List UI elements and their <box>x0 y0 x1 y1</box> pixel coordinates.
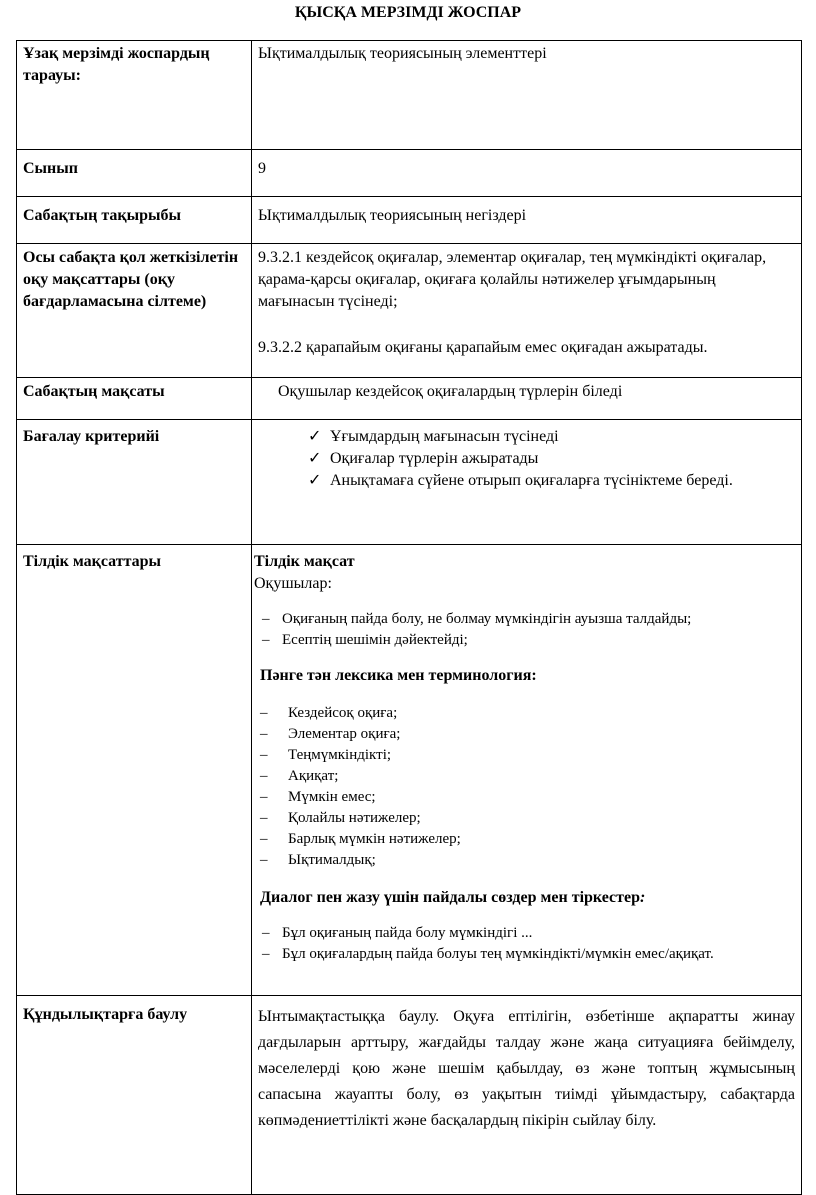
learning-objective: 9.3.2.2 қарапайым оқиғаны қарапайым емес оқиғадан ажыратады. <box>258 339 708 356</box>
row-label: Сынып <box>17 150 252 197</box>
list-item <box>262 630 795 651</box>
list-item-text: Мүмкін емес; <box>288 789 376 805</box>
table-row <box>17 41 802 150</box>
dash-icon: – <box>262 611 270 627</box>
dash-icon: – <box>260 831 268 847</box>
list-item <box>260 724 795 745</box>
row-value: Оқушылар кездейсоқ оқиғалардың түрлерін біледі <box>252 378 802 420</box>
list-item-text: Барлық мүмкін нәтижелер; <box>288 831 461 847</box>
list-item <box>260 766 795 787</box>
learning-objective: 9.3.2.1 кездейсоқ оқиғалар, элементар оқиғалар, тең мүмкіндікті оқиғалар, қарама-қарсы оқиғалар, оқиғаға қолайлы нәтижелер ұғымдарының мағынасын түсінеді; <box>258 249 767 310</box>
check-icon: ✓ <box>308 450 322 467</box>
row-value <box>252 420 802 545</box>
table-row <box>17 244 802 378</box>
dash-icon: – <box>260 747 268 763</box>
dash-icon: – <box>260 789 268 805</box>
list-item <box>260 703 795 724</box>
list-item-text: Кездейсоқ оқиға; <box>288 705 398 721</box>
dash-icon: – <box>260 705 268 721</box>
row-value: Ықтималдылық теориясының негіздері <box>252 197 802 244</box>
dialog-heading <box>254 887 795 909</box>
list-item-text: Элементар оқиға; <box>288 726 401 742</box>
table-row <box>17 197 802 244</box>
table-row <box>17 150 802 197</box>
table-row <box>17 378 802 420</box>
list-item <box>262 609 795 630</box>
row-label: Осы сабақта қол жеткізілетін оқу мақсаттары (оқу бағдарламасына сілтеме) <box>17 244 252 378</box>
row-value: 9 <box>252 150 802 197</box>
row-label: Сабақтың тақырыбы <box>17 197 252 244</box>
document-title: ҚЫСҚА МЕРЗІМДІ ЖОСПАР <box>294 4 522 21</box>
table-row <box>17 545 802 996</box>
list-item <box>260 808 795 829</box>
language-goal-heading: Тілдік мақсат <box>254 553 355 570</box>
list-item-text: Есептің шешімін дәйектейді; <box>282 632 468 648</box>
check-icon: ✓ <box>308 428 322 445</box>
list-item <box>260 850 795 871</box>
list-item <box>260 829 795 850</box>
list-item-text: Бұл оқиғалардың пайда болуы тең мүмкіндікті/мүмкін емес/ақиқат. <box>282 946 714 962</box>
student-goals-list <box>254 609 795 651</box>
list-item-text: Теңмүмкіндікті; <box>288 747 392 763</box>
list-item <box>262 923 795 944</box>
dialog-heading-text: Диалог пен жазу үшін пайдалы сөздер мен тіркестер <box>260 889 640 906</box>
dash-icon: – <box>260 810 268 826</box>
row-value: Ықтималдылық теориясының элементтері <box>252 41 802 150</box>
table-row <box>17 420 802 545</box>
dash-icon: – <box>262 925 270 941</box>
lesson-plan-table <box>16 40 802 1195</box>
dash-icon: – <box>260 852 268 868</box>
dialog-phrases-list <box>254 923 795 965</box>
dash-icon: – <box>262 632 270 648</box>
dash-icon: – <box>260 726 268 742</box>
table-row <box>17 996 802 1195</box>
list-item <box>308 426 795 448</box>
row-label: Ұзақ мерзімді жоспардың тарауы: <box>17 41 252 150</box>
row-value <box>252 545 802 996</box>
lexicon-list <box>254 703 795 871</box>
row-label: Тілдік мақсаттары <box>17 545 252 996</box>
list-item-text: Оқиғалар түрлерін ажыратады <box>330 450 539 467</box>
dialog-heading-colon: : <box>640 889 646 906</box>
list-item <box>260 787 795 808</box>
list-item <box>308 448 795 470</box>
list-item-text: Қолайлы нәтижелер; <box>288 810 421 826</box>
list-item <box>308 470 795 492</box>
criteria-list <box>258 426 795 492</box>
row-value <box>252 244 802 378</box>
list-item <box>262 944 795 965</box>
lexicon-heading: Пәнге тән лексика мен терминология: <box>260 667 537 684</box>
check-icon: ✓ <box>308 472 322 489</box>
dash-icon: – <box>262 946 270 962</box>
list-item-text: Анықтамаға сүйене отырып оқиғаларға түсініктеме береді. <box>330 472 733 489</box>
dash-icon: – <box>260 768 268 784</box>
row-label: Сабақтың мақсаты <box>17 378 252 420</box>
students-intro: Оқушылар: <box>254 575 332 592</box>
list-item <box>260 745 795 766</box>
list-item-text: Ықтималдық; <box>288 852 376 868</box>
row-value: Ынтымақтастыққа баулу. Оқуға ептілігін, өзбетінше ақпаратты жинау дағдыларын арттыру, жағдайды талдау және жаңа ситуацияға бейімделу, мәселелерді қою және шешім қабылдау, өз және топтың жұмысының сапасына жауапты болу, өз уақытын тиімді ұйымдастыру, сабақтарда көпмәдениеттілікті және басқалардың пікірін сыйлау білу. <box>252 996 802 1195</box>
row-label: Бағалау критерийі <box>17 420 252 545</box>
list-item-text: Ақиқат; <box>288 768 339 784</box>
row-label: Құндылықтарға баулу <box>17 996 252 1195</box>
list-item-text: Бұл оқиғаның пайда болу мүмкіндігі ... <box>282 925 533 941</box>
list-item-text: Ұғымдардың мағынасын түсінеді <box>330 428 559 445</box>
list-item-text: Оқиғаның пайда болу, не болмау мүмкіндігін ауызша талдайды; <box>282 611 692 627</box>
